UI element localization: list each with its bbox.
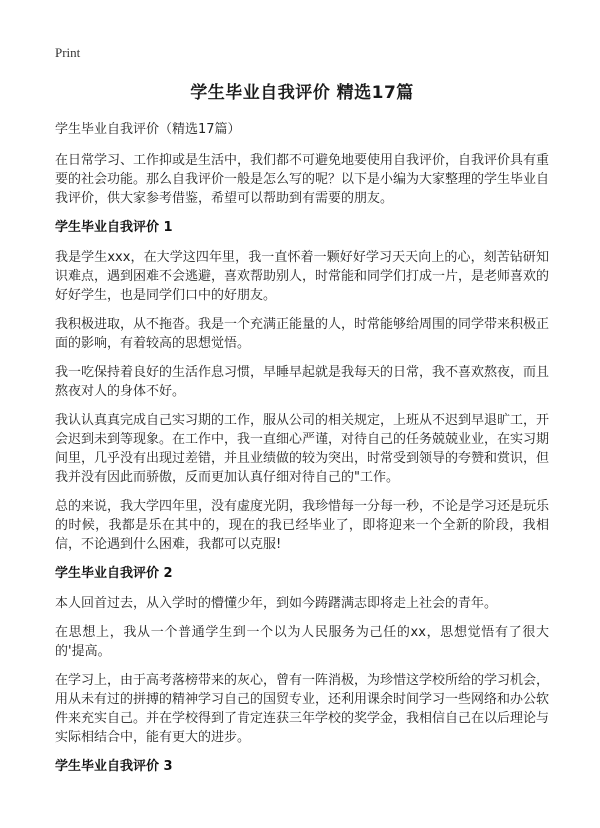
print-link[interactable]: Print xyxy=(55,45,81,60)
article-subtitle: 学生毕业自我评价（精选17篇） xyxy=(55,122,241,137)
article-body xyxy=(55,120,549,787)
paragraph: 在学习上，由于高考落榜带来的灰心，曾有一阵消极，为珍惜这学校所给的学习机会，用从未有过的拼搏的精神学习自己的国贸专业，还利用课余时间学习一些网络和办公软件来充实自己。并在学校得到了肯定连获三年学校的奖学金，我相信自己在以后理论与实际相结合中，能有更大的进步。 xyxy=(55,673,550,745)
paragraph: 在思想上，我从一个普通学生到一个以为人民服务为己任的xx，思想觉悟有了很大的'提高。 xyxy=(55,625,549,659)
section-heading-3: 学生毕业自我评价 3 xyxy=(55,759,173,774)
paragraph: 我认认真真完成自己实习期的工作，服从公司的相关规定，上班从不迟到早退旷工，开会迟到未到等现象。在工作中，我一直细心严谨，对待自己的任务兢兢业业，在实习期间里，几乎没有出现过差错，并且业绩做的较为突出，时常受到领导的夸赞和赏识，但我并没有因此而骄傲，反而更加认真仔细对待自己的"工作。 xyxy=(55,413,550,485)
paragraph: 我积极进取，从不拖沓。我是一个充满正能量的人，时常能够给周围的同学带来积极正面的影响，有着较高的思想觉悟。 xyxy=(55,317,550,351)
paragraph: 本人回首过去，从入学时的懵懂少年，到如今踌躇满志即将走上社会的青年。 xyxy=(55,596,498,611)
paragraph: 总的来说，我大学四年里，没有虚度光阴，我珍惜每一分每一秒，不论是学习还是玩乐的时候，我都是乐在其中的，现在的我已经毕业了，即将迎来一个全新的阶段，我相信，不论遇到什么困难，我都可以克服! xyxy=(55,499,550,552)
section-heading-2: 学生毕业自我评价 2 xyxy=(55,566,173,581)
page-title: 学生毕业自我评价 精选17篇 xyxy=(190,83,414,103)
paragraph: 我一吃保持着良好的生活作息习惯，早睡早起就是我每天的日常，我不喜欢熬夜，而且熬夜对人的身体不好。 xyxy=(55,365,550,399)
intro-paragraph: 在日常学习、工作抑或是生活中，我们都不可避免地要使用自我评价，自我评价具有重要的社会功能。那么自我评价一般是怎么写的呢？以下是小编为大家整理的学生毕业自我评价，供大家参考借鉴，希望可以帮助到有需要的朋友。 xyxy=(55,153,550,206)
paragraph: 我是学生xxx，在大学这四年里，我一直怀着一颗好好学习天天向上的心，刻苦钻研知识难点，遇到困难不会逃避，喜欢帮助别人，时常能和同学们打成一片，是老师喜欢的好好学生，也是同学们口中的好朋友。 xyxy=(55,250,550,303)
section-heading-1: 学生毕业自我评价 1 xyxy=(55,220,173,235)
